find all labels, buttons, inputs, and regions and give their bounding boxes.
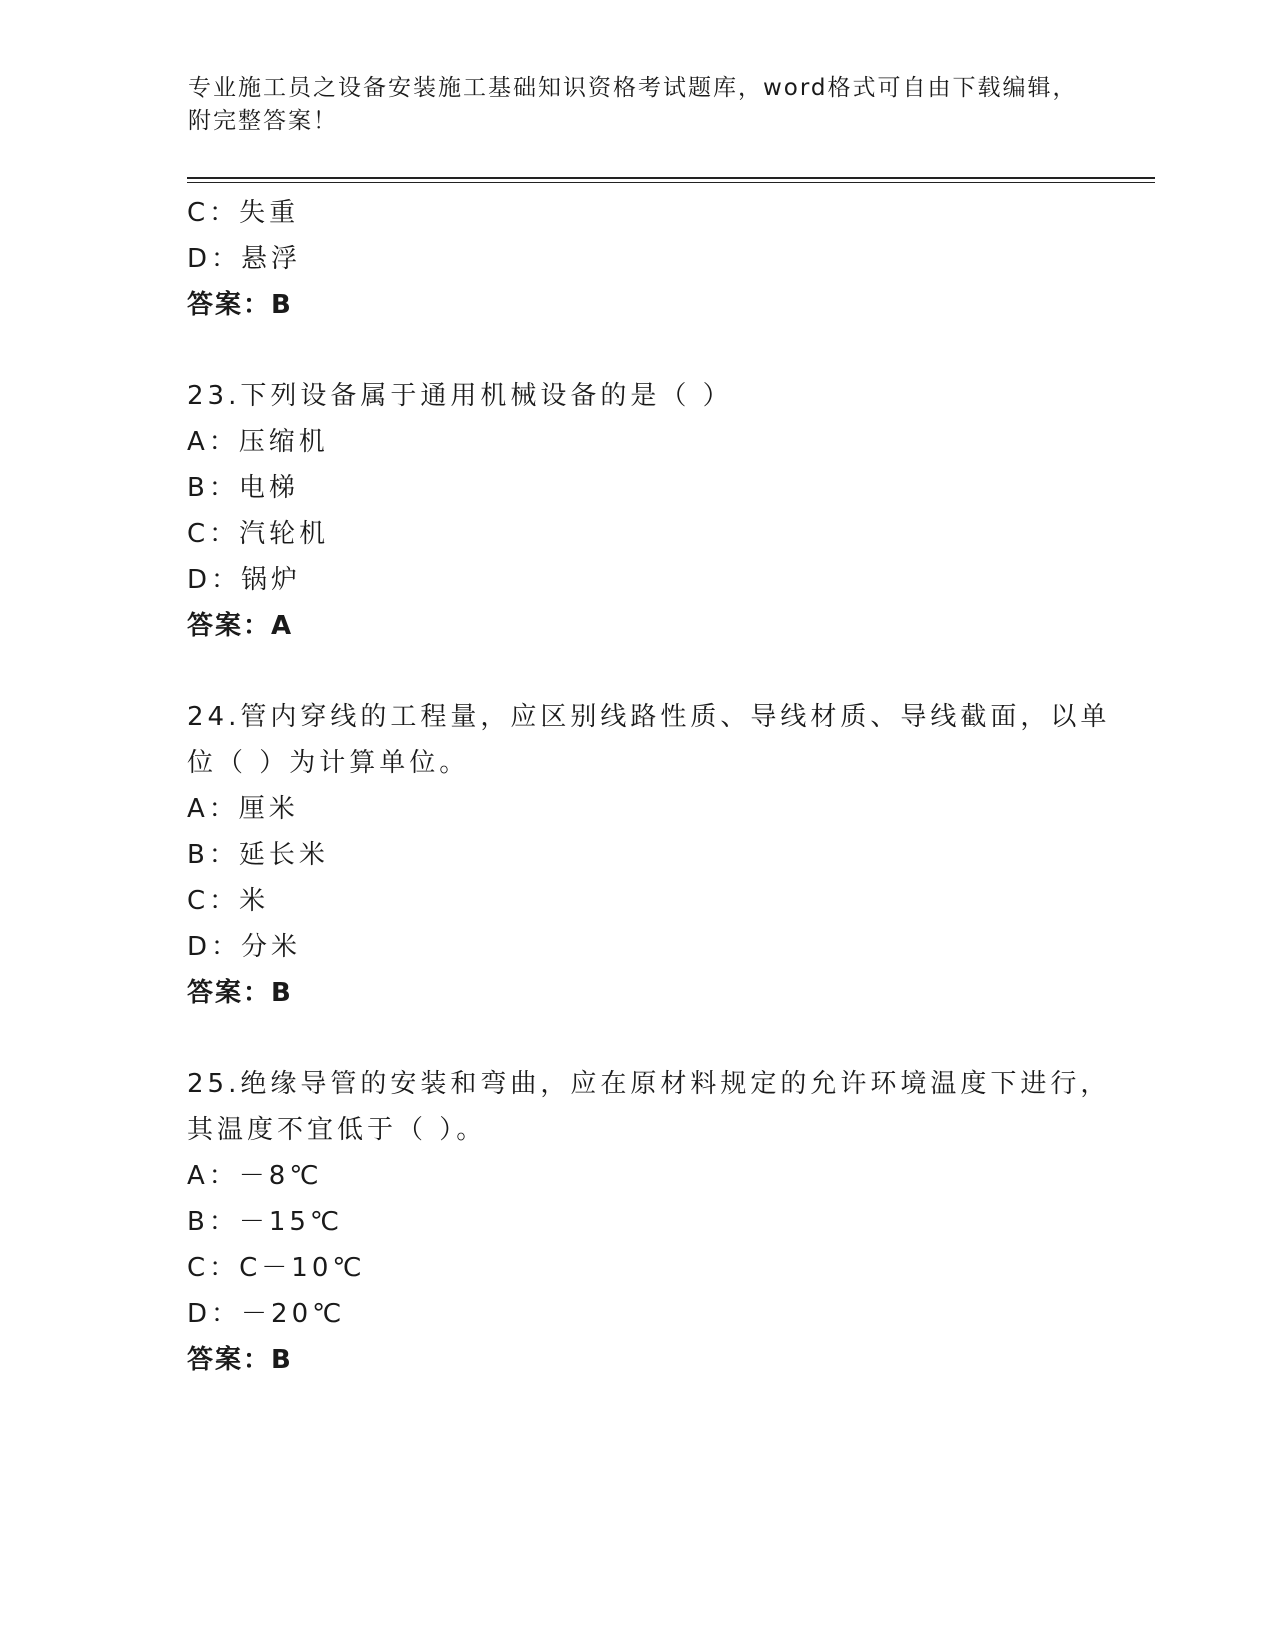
header-line-2: 附完整答案！ — [188, 108, 338, 134]
option-d: D：－20℃ — [187, 1299, 346, 1329]
option-c: C：米 — [187, 886, 270, 916]
question-text-cont: 其温度不宜低于（ ）。 — [187, 1115, 487, 1145]
question-text: 23.下列设备属于通用机械设备的是（ ） — [187, 381, 733, 411]
option-d: D：悬浮 — [187, 244, 302, 274]
question-25-block — [187, 1061, 1111, 1383]
option-a: A：厘米 — [187, 794, 299, 824]
option-c: C：C－10℃ — [187, 1253, 366, 1283]
answer: 答案：B — [187, 978, 293, 1008]
option-a: A：－8℃ — [187, 1161, 323, 1191]
question-text: 25.绝缘导管的安装和弯曲，应在原材料规定的允许环境温度下进行， — [187, 1069, 1111, 1099]
option-c: C：失重 — [187, 198, 300, 228]
question-text-cont: 位（ ）为计算单位。 — [187, 748, 470, 778]
answer: 答案：A — [187, 611, 294, 641]
option-a: A：压缩机 — [187, 427, 329, 457]
prev-question-block — [187, 190, 1087, 328]
option-b: B：延长米 — [187, 840, 329, 870]
option-d: D：分米 — [187, 932, 302, 962]
answer: 答案：B — [187, 1345, 293, 1375]
option-d: D：锅炉 — [187, 565, 302, 595]
question-23-block — [187, 373, 1087, 649]
header-divider-thin — [187, 182, 1155, 183]
header-divider-thick — [187, 177, 1155, 179]
question-list — [187, 190, 1111, 1383]
option-b: B：－15℃ — [187, 1207, 344, 1237]
question-text: 24.管内穿线的工程量，应区别线路性质、导线材质、导线截面，以单 — [187, 702, 1111, 732]
header-line-1: 专业施工员之设备安装施工基础知识资格考试题库，word格式可自由下载编辑， — [188, 75, 1078, 101]
option-b: B：电梯 — [187, 473, 299, 503]
question-24-block — [187, 694, 1111, 1016]
document-header — [188, 72, 1088, 138]
answer: 答案：B — [187, 290, 293, 320]
option-c: C：汽轮机 — [187, 519, 330, 549]
